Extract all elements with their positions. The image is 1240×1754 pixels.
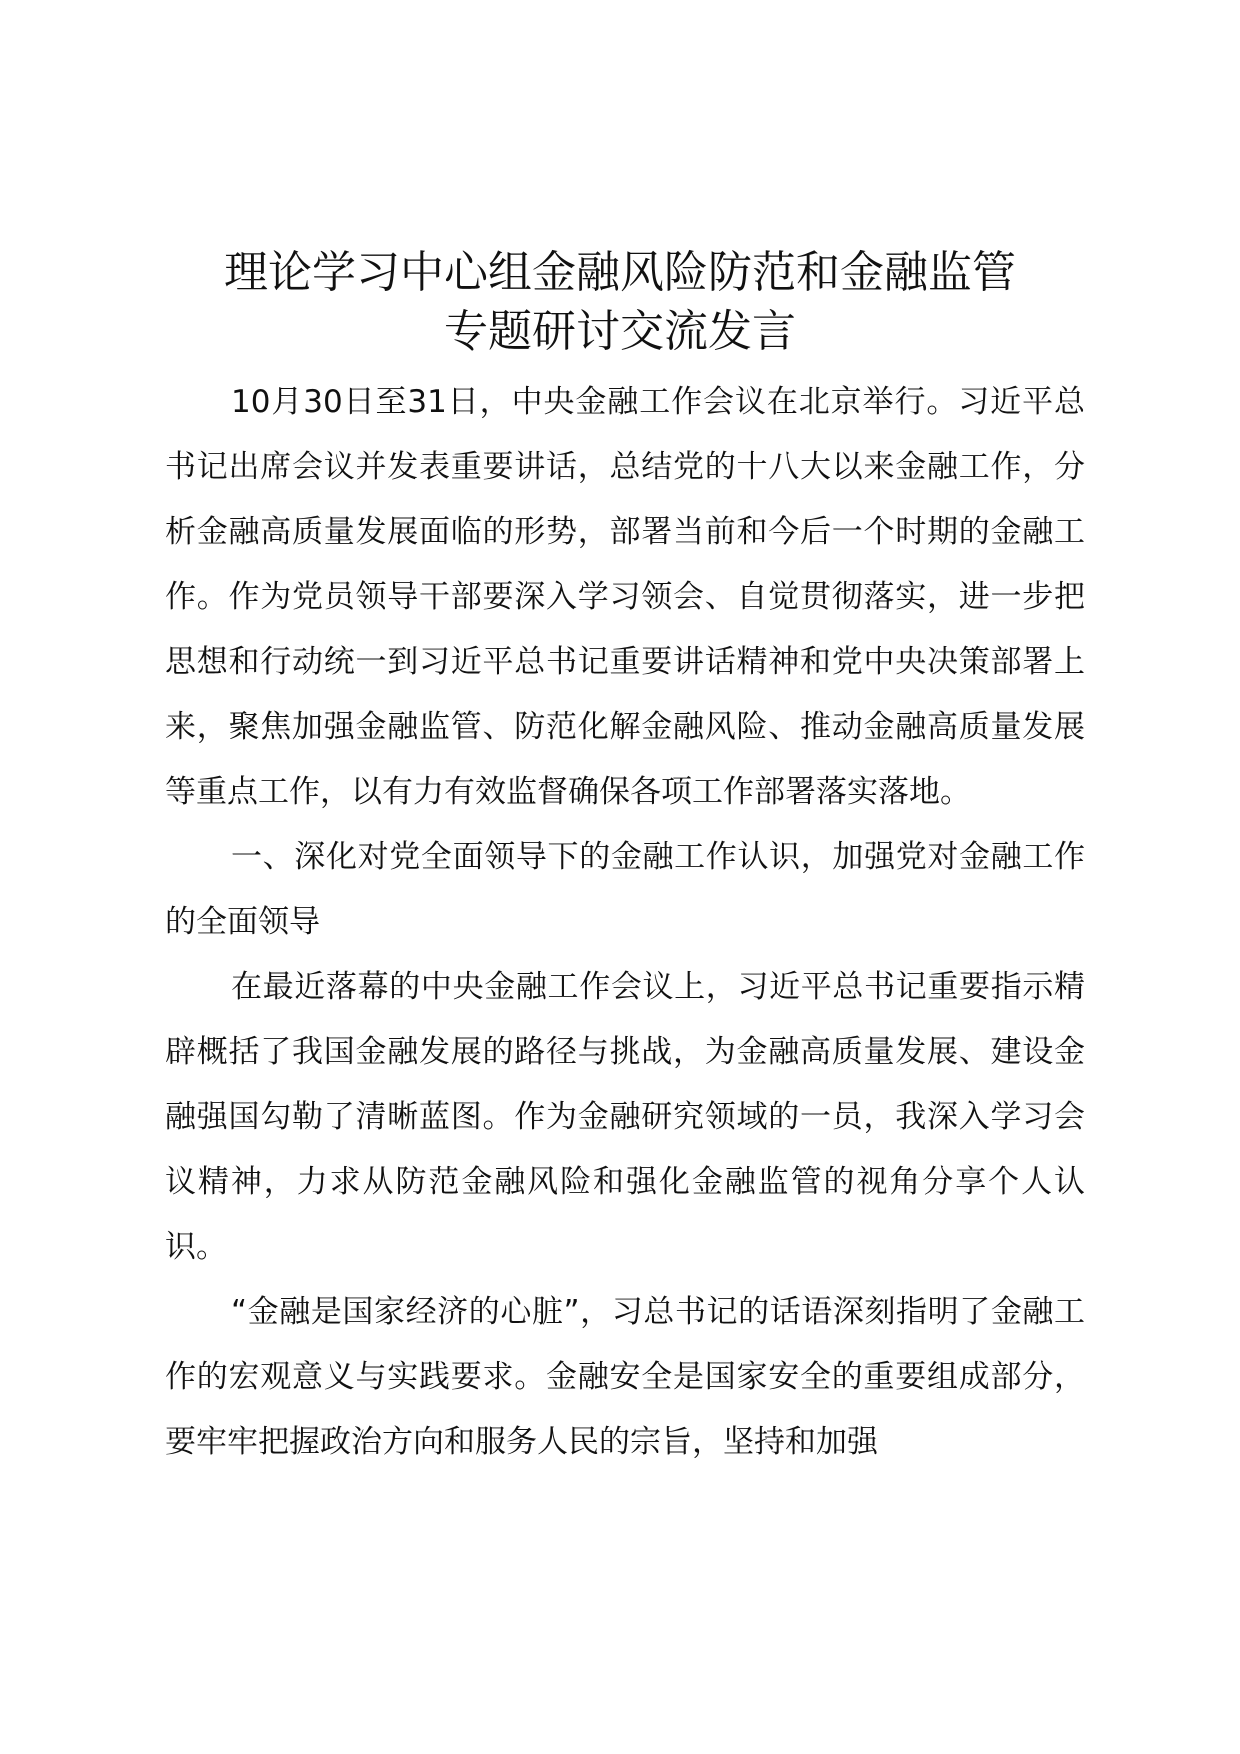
paragraph-intro: 10月30日至31日，中央金融工作会议在北京举行。习近平总书记出席会议并发表重要讲话，总结党的十八大以来金融工作，分析金融高质量发展面临的形势，部署当前和今后一个时期的金融工作。作为党员领导干部要深入学习领会、自觉贯彻落实，进一步把思想和行动统一到习近平总书记重要讲话精神和党中央决策部署上来，聚焦加强金融监管、防范化解金融风险、推动金融高质量发展等重点工作，以有力有效监督确保各项工作部署落实落地。 xyxy=(165,384,1085,810)
section-heading-1: 一、深化对党全面领导下的金融工作认识，加强党对金融工作的全面领导 xyxy=(165,839,1085,940)
document-body xyxy=(165,370,1085,1475)
document-title xyxy=(150,243,1090,361)
title-line-1: 理论学习中心组金融风险防范和金融监管 xyxy=(224,247,1016,298)
paragraph-2: 在最近落幕的中央金融工作会议上，习近平总书记重要指示精辟概括了我国金融发展的路径与挑战，为金融高质量发展、建设金融强国勾勒了清晰蓝图。作为金融研究领域的一员，我深入学习会议精神，力求从防范金融风险和强化金融监管的视角分享个人认识。 xyxy=(165,969,1085,1265)
paragraph-3: “金融是国家经济的心脏”，习总书记的话语深刻指明了金融工作的宏观意义与实践要求。金融安全是国家安全的重要组成部分，要牢牢把握政治方向和服务人民的宗旨，坚持和加强 xyxy=(165,1294,1085,1460)
title-line-2: 专题研讨交流发言 xyxy=(444,306,796,357)
